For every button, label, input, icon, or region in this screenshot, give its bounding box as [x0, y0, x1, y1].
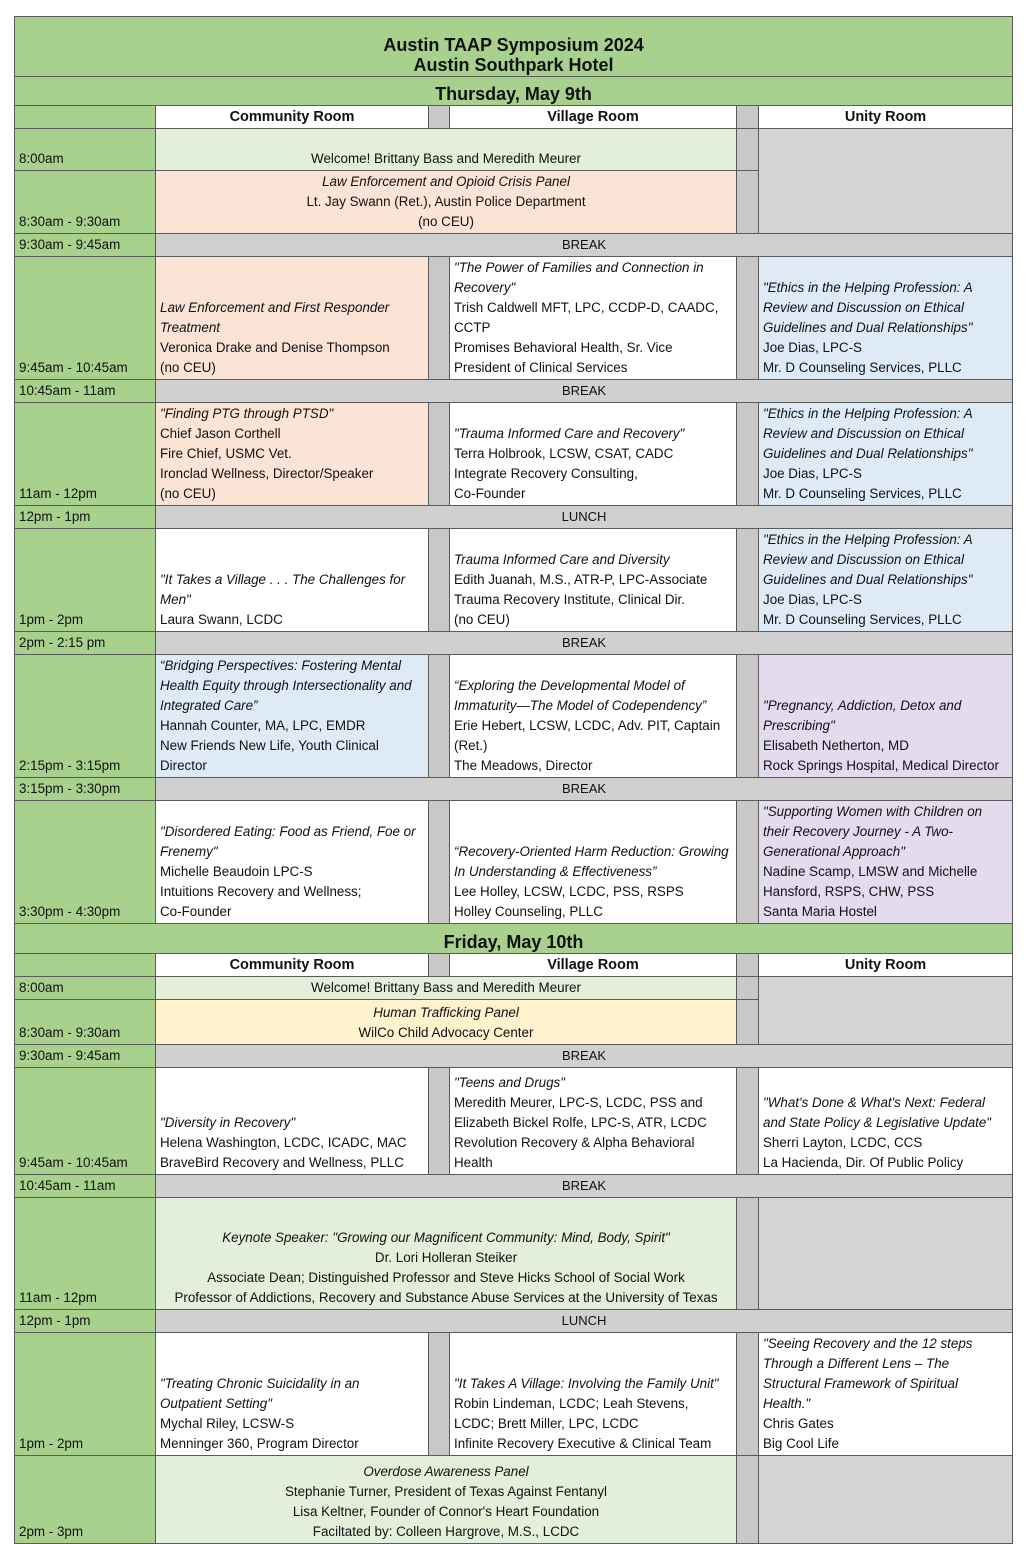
session-community	[156, 257, 429, 380]
day-header-friday: Friday, May 10th	[15, 924, 1013, 954]
session-speaker: Lisa Keltner, Founder of Connor's Heart Foundation	[292, 1504, 600, 1519]
session-community	[156, 529, 429, 632]
time-cell: 12pm - 1pm	[15, 1310, 156, 1333]
separator	[429, 529, 450, 632]
room-header-unity: Unity Room	[759, 954, 1013, 977]
session-title: “Exploring the Developmental Model of Immaturity—The Model of Codependency”	[454, 678, 707, 713]
session-village	[450, 655, 737, 778]
session-title: "Diversity in Recovery"	[160, 1115, 296, 1130]
session-unity	[759, 1068, 1013, 1175]
session-speaker: Lee Holley, LCSW, LCDC, PSS, RSPS	[454, 884, 684, 899]
session-affiliation: La Hacienda, Dir. Of Public Policy	[763, 1155, 964, 1170]
session-title: “Bridging Perspectives: Fostering Mental Health Equity through Intersectionality and Integrated Care”	[160, 658, 412, 713]
session-note: (no CEU)	[418, 214, 474, 229]
session-title: "The Power of Families and Connection in Recovery"	[454, 260, 704, 295]
lunch-row: LUNCH	[156, 506, 1013, 529]
session-speaker: Mychal Riley, LCSW-S	[160, 1416, 295, 1431]
room-header-village: Village Room	[450, 106, 737, 129]
separator	[429, 257, 450, 380]
schedule-table	[14, 16, 1013, 1544]
session-unity	[759, 801, 1013, 924]
time-cell	[15, 954, 156, 977]
session-speaker: Trish Caldwell MFT, LPC, CCDP-D, CAADC, CCTP	[454, 300, 719, 335]
session-title: "Ethics in the Helping Profession: A Review and Discussion on Ethical Guidelines and Dual Relationships"	[763, 280, 973, 335]
session-affiliation: Co-Founder	[454, 486, 526, 501]
separator	[737, 171, 759, 234]
separator	[737, 257, 759, 380]
break-row: BREAK	[156, 380, 1013, 403]
session-title: "Ethics in the Helping Profession: A Review and Discussion on Ethical Guidelines and Dual Relationships"	[763, 532, 973, 587]
session-community	[156, 655, 429, 778]
session-speaker: Michelle Beaudoin LPC-S	[160, 864, 313, 879]
session-affiliation: Integrate Recovery Consulting,	[454, 466, 638, 481]
separator	[737, 801, 759, 924]
separator	[737, 403, 759, 506]
day-header-thursday: Thursday, May 9th	[15, 77, 1013, 106]
session-village	[450, 403, 737, 506]
time-cell: 8:30am - 9:30am	[15, 1000, 156, 1045]
session-affiliation: The Meadows, Director	[454, 758, 593, 773]
session-unity	[759, 655, 1013, 778]
session-affiliation: Holley Counseling, PLLC	[454, 904, 603, 919]
time-cell: 8:30am - 9:30am	[15, 171, 156, 234]
overdose-panel	[156, 1456, 737, 1544]
session-speaker: Robin Lindeman, LCDC; Leah Stevens, LCDC; Brett Miller, LPC, LCDC	[454, 1396, 689, 1431]
separator	[737, 1456, 759, 1544]
welcome-session: Welcome! Brittany Bass and Meredith Meurer	[156, 977, 737, 1000]
session-title: "What's Done & What's Next: Federal and State Policy & Legislative Update"	[763, 1095, 992, 1130]
separator	[737, 655, 759, 778]
session-speaker: Dr. Lori Holleran Steiker	[374, 1250, 518, 1265]
session-unity	[759, 1333, 1013, 1456]
separator	[737, 106, 759, 129]
time-cell: 1pm - 2pm	[15, 529, 156, 632]
time-cell: 3:30pm - 4:30pm	[15, 801, 156, 924]
session-affiliation: Promises Behavioral Health, Sr. Vice President of Clinical Services	[454, 340, 673, 375]
session-speaker: Chief Jason Corthell	[160, 426, 281, 441]
session-note: (no CEU)	[160, 486, 216, 501]
separator	[737, 977, 759, 1000]
room-header-village: Village Room	[450, 954, 737, 977]
time-cell: 2pm - 3pm	[15, 1456, 156, 1544]
session-community	[156, 403, 429, 506]
session-affiliation: Co-Founder	[160, 904, 232, 919]
session-affiliation: Ironclad Wellness, Director/Speaker	[160, 466, 374, 481]
separator	[429, 655, 450, 778]
separator	[429, 954, 450, 977]
session-village	[450, 1068, 737, 1175]
opioid-crisis-panel	[156, 171, 737, 234]
separator	[737, 129, 759, 171]
time-cell: 11am - 12pm	[15, 403, 156, 506]
session-affiliation: Big Cool Life	[763, 1436, 839, 1451]
session-speaker: Terra Holbrook, LCSW, CSAT, CADC	[454, 446, 674, 461]
session-affiliation: Revolution Recovery & Alpha Behavioral Health	[454, 1135, 695, 1170]
session-unity	[759, 257, 1013, 380]
time-cell: 9:30am - 9:45am	[15, 1045, 156, 1068]
session-title: "Trauma Informed Care and Recovery"	[454, 426, 685, 441]
time-cell: 2pm - 2:15 pm	[15, 632, 156, 655]
session-speaker: Edith Juanah, M.S., ATR-P, LPC-Associate	[454, 572, 708, 587]
session-speaker: Stephanie Turner, President of Texas Against Fentanyl	[284, 1484, 608, 1499]
human-trafficking-panel	[156, 1000, 737, 1045]
break-row: BREAK	[156, 778, 1013, 801]
session-speaker: Lt. Jay Swann (Ret.), Austin Police Department	[306, 194, 586, 209]
session-title: Keynote Speaker: "Growing our Magnificent Community: Mind, Body, Spirit"	[222, 1230, 670, 1245]
time-cell: 9:30am - 9:45am	[15, 234, 156, 257]
break-row: BREAK	[156, 1045, 1013, 1068]
session-speaker: WilCo Child Advocacy Center	[358, 1025, 534, 1040]
time-cell: 2:15pm - 3:15pm	[15, 655, 156, 778]
session-title: Overdose Awareness Panel	[363, 1464, 529, 1479]
keynote-session	[156, 1198, 737, 1310]
session-village	[450, 801, 737, 924]
session-affiliation: Menninger 360, Program Director	[160, 1436, 359, 1451]
session-community	[156, 1068, 429, 1175]
session-speaker: Hannah Counter, MA, LPC, EMDR	[160, 718, 366, 733]
separator	[429, 1068, 450, 1175]
separator	[737, 1000, 759, 1045]
session-title: "Pregnancy, Addiction, Detox and Prescribing"	[763, 698, 962, 733]
session-title: “Recovery-Oriented Harm Reduction: Growing In Understanding & Effectiveness”	[454, 844, 729, 879]
time-cell	[15, 106, 156, 129]
session-title: "Teens and Drugs"	[454, 1075, 565, 1090]
session-speaker: Nadine Scamp, LMSW and Michelle Hansford, RSPS, CHW, PSS	[763, 864, 978, 899]
separator	[429, 106, 450, 129]
symposium-header	[15, 17, 1013, 77]
break-row: BREAK	[156, 632, 1013, 655]
empty-unity-slot	[759, 977, 1013, 1045]
session-title: "Finding PTG through PTSD"	[160, 406, 334, 421]
session-affiliation: Infinite Recovery Executive & Clinical Team	[454, 1436, 712, 1451]
time-cell: 8:00am	[15, 129, 156, 171]
separator	[737, 529, 759, 632]
session-affiliation: New Friends New Life, Youth Clinical Director	[160, 738, 379, 773]
separator	[429, 1333, 450, 1456]
session-speaker: Joe Dias, LPC-S	[763, 466, 862, 481]
empty-unity-slot	[759, 1456, 1013, 1544]
session-speaker: Joe Dias, LPC-S	[763, 340, 862, 355]
session-village	[450, 257, 737, 380]
time-cell: 12pm - 1pm	[15, 506, 156, 529]
session-title: Law Enforcement and First Responder Treatment	[160, 300, 390, 335]
lunch-row: LUNCH	[156, 1310, 1013, 1333]
separator	[429, 801, 450, 924]
session-affiliation: BraveBird Recovery and Wellness, PLLC	[160, 1155, 404, 1170]
session-unity	[759, 403, 1013, 506]
session-title: "Treating Chronic Suicidality in an Outpatient Setting"	[160, 1376, 360, 1411]
separator	[737, 954, 759, 977]
venue-title: Austin Southpark Hotel	[413, 55, 614, 75]
session-village	[450, 1333, 737, 1456]
session-unity	[759, 529, 1013, 632]
session-speaker: Sherri Layton, LCDC, CCS	[763, 1135, 923, 1150]
empty-unity-slot	[759, 129, 1013, 234]
session-title: "It Takes A Village: Involving the Family Unit"	[454, 1376, 719, 1391]
break-row: BREAK	[156, 234, 1013, 257]
session-title: Human Trafficking Panel	[373, 1005, 519, 1020]
session-village	[450, 529, 737, 632]
session-title: "Seeing Recovery and the 12 steps Through a Different Lens – The Structural Framework of Spiritual Health."	[763, 1336, 973, 1411]
time-cell: 10:45am - 11am	[15, 1175, 156, 1198]
empty-unity-slot	[759, 1198, 1013, 1310]
session-speaker: Laura Swann, LCDC	[160, 612, 283, 627]
session-community	[156, 1333, 429, 1456]
session-speaker: Meredith Meurer, LPC-S, LCDC, PSS and Elizabeth Bickel Rolfe, LPC-S, ATR, LCDC	[454, 1095, 707, 1130]
time-cell: 11am - 12pm	[15, 1198, 156, 1310]
time-cell: 8:00am	[15, 977, 156, 1000]
session-community	[156, 801, 429, 924]
time-cell: 9:45am - 10:45am	[15, 1068, 156, 1175]
session-note: (no CEU)	[160, 360, 216, 375]
session-affiliation: Professor of Addictions, Recovery and Substance Abuse Services at the University of Texas	[174, 1290, 718, 1305]
separator	[737, 1068, 759, 1175]
time-cell: 3:15pm - 3:30pm	[15, 778, 156, 801]
room-header-community: Community Room	[156, 954, 429, 977]
session-affiliation: Mr. D Counseling Services, PLLC	[763, 486, 962, 501]
session-affiliation: Fire Chief, USMC Vet.	[160, 446, 292, 461]
session-speaker: Joe Dias, LPC-S	[763, 592, 862, 607]
session-title: Law Enforcement and Opioid Crisis Panel	[322, 174, 570, 189]
time-cell: 1pm - 2pm	[15, 1333, 156, 1456]
session-title: "It Takes a Village . . . The Challenges for Men"	[160, 572, 406, 607]
session-speaker: Chris Gates	[763, 1416, 834, 1431]
session-title: "Disordered Eating: Food as Friend, Foe or Frenemy"	[160, 824, 416, 859]
session-affiliation: Mr. D Counseling Services, PLLC	[763, 612, 962, 627]
separator	[737, 1198, 759, 1310]
session-facilitator: Faciltated by: Colleen Hargrove, M.S., LCDC	[312, 1524, 580, 1539]
page-title: Austin TAAP Symposium 2024	[383, 35, 644, 55]
session-note: (no CEU)	[454, 612, 510, 627]
session-affiliation: Trauma Recovery Institute, Clinical Dir.	[454, 592, 685, 607]
session-title: "Supporting Women with Children on their Recovery Journey - A Two-Generational Approach"	[763, 804, 983, 859]
session-speaker: Elisabeth Netherton, MD	[763, 738, 909, 753]
session-affiliation: Mr. D Counseling Services, PLLC	[763, 360, 962, 375]
session-speaker: Veronica Drake and Denise Thompson	[160, 340, 390, 355]
welcome-session: Welcome! Brittany Bass and Meredith Meurer	[156, 129, 737, 171]
room-header-unity: Unity Room	[759, 106, 1013, 129]
time-cell: 9:45am - 10:45am	[15, 257, 156, 380]
session-speaker: Erie Hebert, LCSW, LCDC, Adv. PIT, Captain (Ret.)	[454, 718, 721, 753]
time-cell: 10:45am - 11am	[15, 380, 156, 403]
session-affiliation: Intuitions Recovery and Wellness;	[160, 884, 362, 899]
room-header-community: Community Room	[156, 106, 429, 129]
session-title: Trauma Informed Care and Diversity	[454, 552, 670, 567]
separator	[737, 1333, 759, 1456]
break-row: BREAK	[156, 1175, 1013, 1198]
session-affiliation: Santa Maria Hostel	[763, 904, 877, 919]
session-affiliation: Associate Dean; Distinguished Professor and Steve Hicks School of Social Work	[207, 1270, 685, 1285]
separator	[429, 403, 450, 506]
session-speaker: Helena Washington, LCDC, ICADC, MAC	[160, 1135, 407, 1150]
session-affiliation: Rock Springs Hospital, Medical Director	[763, 758, 999, 773]
session-title: "Ethics in the Helping Profession: A Review and Discussion on Ethical Guidelines and Dual Relationships"	[763, 406, 973, 461]
